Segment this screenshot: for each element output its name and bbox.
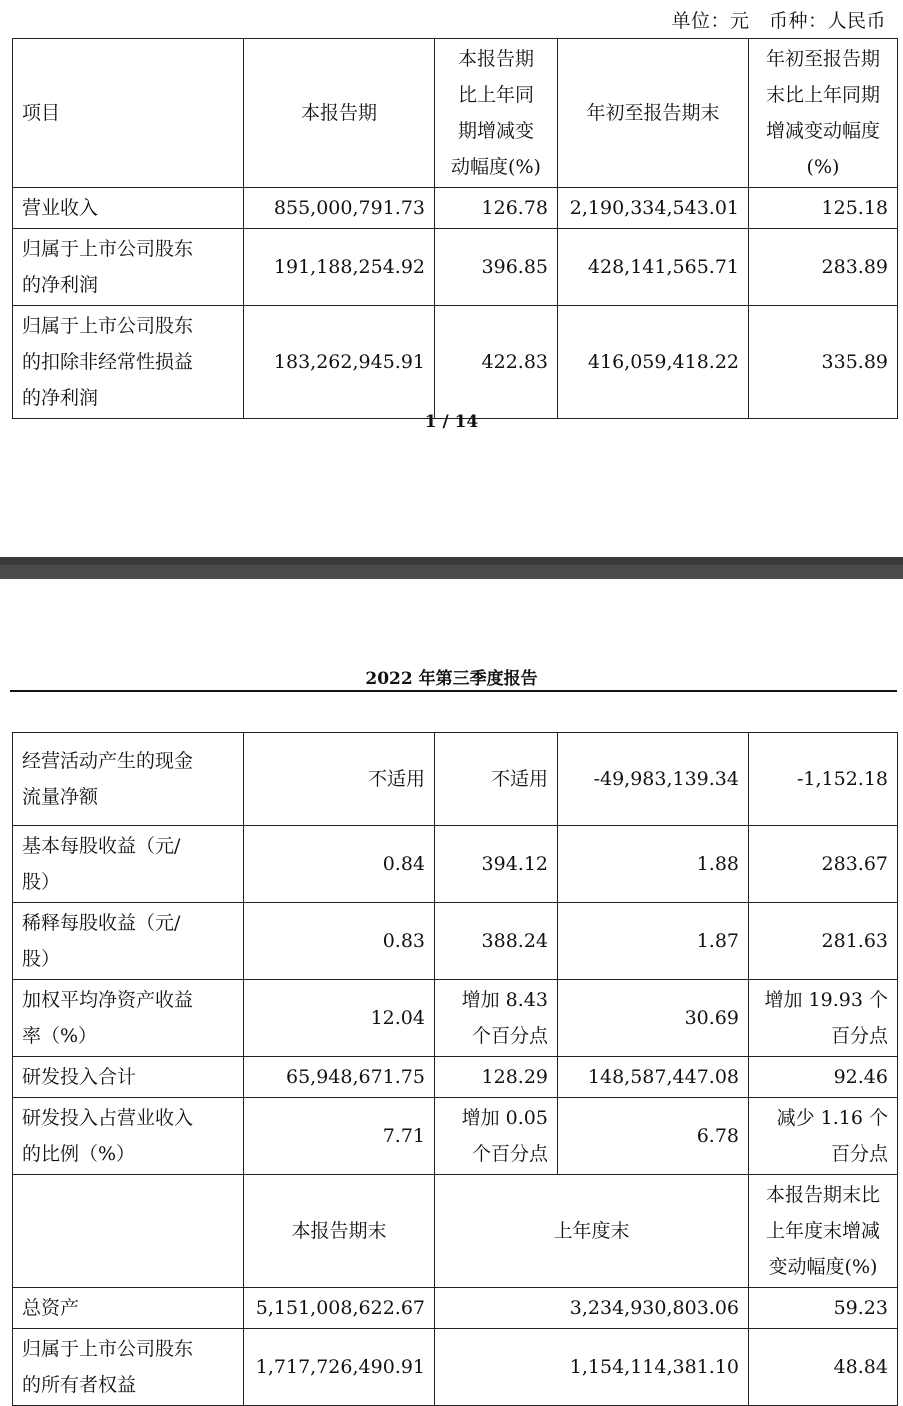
cell-ytd: -49,983,139.34 xyxy=(558,733,749,826)
cell-ytd: 30.69 xyxy=(558,980,749,1057)
cell-ytd: 2,190,334,543.01 xyxy=(558,188,749,229)
header-balance-change: 本报告期末比 上年度末增减 变动幅度(%) xyxy=(749,1175,898,1288)
cell-ytd-change: 92.46 xyxy=(749,1057,898,1098)
cell-ytd-change: 125.18 xyxy=(749,188,898,229)
cell-current-change: 不适用 xyxy=(435,733,558,826)
cell-ytd-change: 335.89 xyxy=(749,306,898,419)
cell-current: 183,262,945.91 xyxy=(244,306,435,419)
row-item: 归属于上市公司股东 的净利润 xyxy=(13,229,244,306)
table-row xyxy=(13,980,898,1057)
cell-ytd-change: 283.89 xyxy=(749,229,898,306)
cell-current: 0.83 xyxy=(244,903,435,980)
cell-current-change: 126.78 xyxy=(435,188,558,229)
unit-currency-note: 单位：元 币种：人民币 xyxy=(671,10,886,32)
cell-ytd-change: 281.63 xyxy=(749,903,898,980)
row-item: 归属于上市公司股东 的所有者权益 xyxy=(13,1329,244,1406)
cell-ytd-change: 增加 19.93 个 百分点 xyxy=(749,980,898,1057)
row-item: 营业收入 xyxy=(13,188,244,229)
table-row xyxy=(13,1098,898,1175)
row-item: 经营活动产生的现金 流量净额 xyxy=(13,733,244,826)
cell-current-change: 增加 0.05 个百分点 xyxy=(435,1098,558,1175)
cell-ytd: 148,587,447.08 xyxy=(558,1057,749,1098)
table-row xyxy=(13,229,898,306)
table-row xyxy=(13,188,898,229)
cell-current: 0.84 xyxy=(244,826,435,903)
balance-header-item xyxy=(13,1175,244,1288)
financial-table-continued xyxy=(12,732,898,1406)
cell-current: 191,188,254.92 xyxy=(244,229,435,306)
row-item: 加权平均净资产收益 率（%） xyxy=(13,980,244,1057)
header-divider xyxy=(10,690,897,692)
row-item: 总资产 xyxy=(13,1288,244,1329)
row-item: 归属于上市公司股东 的扣除非经常性损益 的净利润 xyxy=(13,306,244,419)
page-separator xyxy=(0,557,903,579)
report-header-title: 2022 年第三季度报告 xyxy=(365,669,538,689)
cell-prior-year-end: 3,234,930,803.06 xyxy=(435,1288,749,1329)
page-number: 1 / 14 xyxy=(424,412,479,432)
cell-period-end: 1,717,726,490.91 xyxy=(244,1329,435,1406)
cell-current: 855,000,791.73 xyxy=(244,188,435,229)
table-row xyxy=(13,1057,898,1098)
table-row xyxy=(13,306,898,419)
table-header-row xyxy=(13,39,898,188)
row-item: 研发投入合计 xyxy=(13,1057,244,1098)
header-current-period: 本报告期 xyxy=(244,39,435,188)
header-period-end: 本报告期末 xyxy=(244,1175,435,1288)
table-row xyxy=(13,1329,898,1406)
financial-table-main xyxy=(12,38,898,419)
cell-ytd: 6.78 xyxy=(558,1098,749,1175)
row-item: 基本每股收益（元/ 股） xyxy=(13,826,244,903)
cell-current-change: 394.12 xyxy=(435,826,558,903)
cell-current: 12.04 xyxy=(244,980,435,1057)
cell-current: 65,948,671.75 xyxy=(244,1057,435,1098)
table-row xyxy=(13,826,898,903)
cell-current-change: 422.83 xyxy=(435,306,558,419)
cell-balance-change: 48.84 xyxy=(749,1329,898,1406)
cell-current-change: 396.85 xyxy=(435,229,558,306)
header-ytd: 年初至报告期末 xyxy=(558,39,749,188)
cell-ytd: 416,059,418.22 xyxy=(558,306,749,419)
cell-ytd-change: 减少 1.16 个 百分点 xyxy=(749,1098,898,1175)
cell-ytd-change: 283.67 xyxy=(749,826,898,903)
cell-ytd: 1.87 xyxy=(558,903,749,980)
balance-header-row xyxy=(13,1175,898,1288)
row-item: 研发投入占营业收入 的比例（%） xyxy=(13,1098,244,1175)
row-item: 稀释每股收益（元/ 股） xyxy=(13,903,244,980)
cell-current: 不适用 xyxy=(244,733,435,826)
cell-ytd: 428,141,565.71 xyxy=(558,229,749,306)
table-row xyxy=(13,733,898,826)
table-row xyxy=(13,903,898,980)
cell-balance-change: 59.23 xyxy=(749,1288,898,1329)
header-prior-year-end: 上年度末 xyxy=(435,1175,749,1288)
cell-period-end: 5,151,008,622.67 xyxy=(244,1288,435,1329)
header-ytd-change: 年初至报告期 末比上年同期 增减变动幅度 (%) xyxy=(749,39,898,188)
header-current-change: 本报告期 比上年同 期增减变 动幅度(%) xyxy=(435,39,558,188)
cell-ytd: 1.88 xyxy=(558,826,749,903)
cell-current: 7.71 xyxy=(244,1098,435,1175)
cell-current-change: 128.29 xyxy=(435,1057,558,1098)
cell-prior-year-end: 1,154,114,381.10 xyxy=(435,1329,749,1406)
table-row xyxy=(13,1288,898,1329)
cell-current-change: 388.24 xyxy=(435,903,558,980)
header-item: 项目 xyxy=(13,39,244,188)
cell-current-change: 增加 8.43 个百分点 xyxy=(435,980,558,1057)
cell-ytd-change: -1,152.18 xyxy=(749,733,898,826)
